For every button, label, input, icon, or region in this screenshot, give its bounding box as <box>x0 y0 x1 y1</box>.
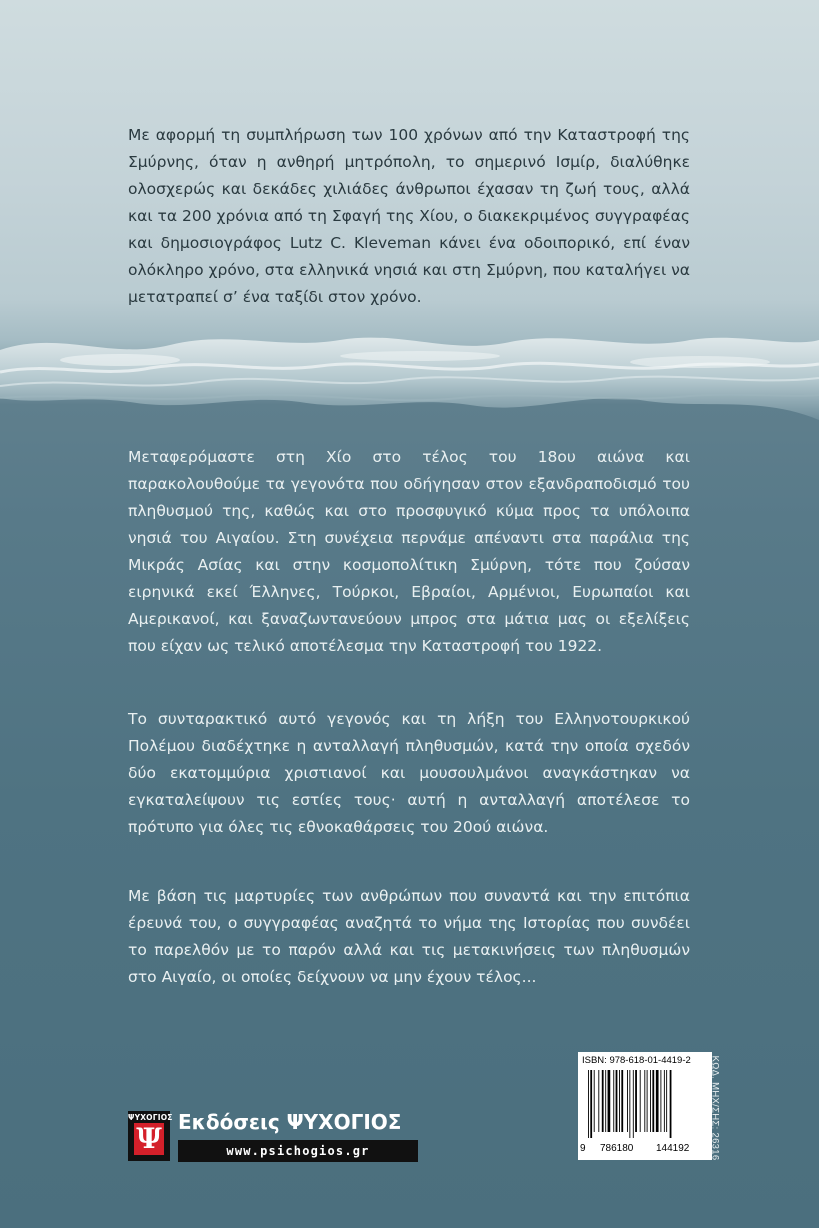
publisher-website: www.psichogios.gr <box>178 1140 418 1162</box>
barcode-bar <box>633 1070 634 1138</box>
barcode-bar <box>605 1070 606 1132</box>
barcode-bars <box>586 1070 706 1138</box>
barcode-bar <box>598 1070 599 1132</box>
barcode-bar <box>656 1070 659 1132</box>
barcode-bar <box>670 1070 672 1138</box>
isbn-barcode <box>578 1052 712 1160</box>
barcode-bar <box>666 1070 667 1132</box>
body-paragraph-testimonies: Με βάση τις μαρτυρίες των ανθρώπων που συναντά και την επιτόπια έρευνά του, ο συγγραφέας αναζητά το νήμα της Ιστορίας που συνδέει το παρελθόν με το παρόν αλλά και τις μετακινήσεις των πληθυσμών στο Αιγαίο, οι οποίες δείχνουν να μην έχουν τέλος... <box>128 887 690 986</box>
barcode-bar <box>627 1070 628 1132</box>
barcode-bar <box>644 1070 645 1132</box>
barcode-bar <box>647 1070 648 1132</box>
barcode-bar <box>608 1070 611 1132</box>
barcode-bar <box>613 1070 614 1132</box>
barcode-bar <box>664 1070 665 1132</box>
machine-code-text: ΚΩΔ. ΜΗΧ/ΣΗΣ: 26316 <box>709 1055 721 1161</box>
publisher-logo <box>128 1107 420 1165</box>
publisher-name: Εκδόσεις ΨΥΧΟΓΙΟΣ <box>178 1110 402 1134</box>
barcode-bar <box>650 1070 651 1132</box>
barcode-bar <box>619 1070 620 1132</box>
barcode-bar <box>616 1070 618 1132</box>
ean-digit-first: 9 <box>580 1143 586 1154</box>
barcode-bar <box>652 1070 654 1132</box>
logo-symbol: Ψ <box>134 1123 164 1155</box>
barcode-bar <box>588 1070 589 1138</box>
barcode-bar <box>594 1070 595 1132</box>
psi-logo-icon <box>128 1111 173 1161</box>
barcode-bar <box>640 1070 641 1132</box>
logo-small-text: ΨΥΧΟΓΙΟΣ <box>128 1113 173 1122</box>
isbn-text: ISBN: 978-618-01-4419-2 <box>582 1055 691 1066</box>
machine-code <box>705 1052 725 1164</box>
barcode-bar <box>660 1070 661 1132</box>
body-paragraph-chios: Μεταφερόμαστε στη Χίο στο τέλος του 18ου αιώνα και παρακολουθούμε τα γεγονότα που οδήγησαν στον εξανδραποδισμό του πληθυσμού της, καθώς και στο προσφυγικό κύμα προς τα υπόλοιπα νησιά του Αιγαίου. Στη συνέχεια περνάμε απέναντι στα παράλια της Μικράς Ασίας και στην κοσμοπολίτικη Σμύρνη, τότε που ζούσαν ειρηνικά εκεί Έλληνες, Τούρκοι, Εβραίοι, Αρμένιοι, Ευρωπαίοι και Αμερικανοί, και ξαναζωντανεύουν μπρος στα μάτια μας οι εξελίξεις που είχαν ως τελικό αποτέλεσμα την Καταστροφή του 1922. <box>128 448 690 655</box>
intro-paragraph: Με αφορμή τη συμπλήρωση των 100 χρόνων από την Καταστροφή της Σμύρνης, όταν η ανθηρή μητρόπολη, το σημερινό Ισμίρ, διαλύθηκε ολοσχερώς και δεκάδες χιλιάδες άνθρωποι έχασαν τη ζωή τους, αλλά και τα 200 χρόνια από τη Σφαγή της Χίου, ο διακεκριμένος συγγραφέας και δημοσιογράφος Lutz C. Kleveman κάνει ένα οδοιπορικό, επί έναν ολόκληρο χρόνο, στα ελληνικά νησιά και στη Σμύρνη, που καταλήγει να μετατραπεί σ’ ένα ταξίδι στον χρόνο. <box>128 126 690 306</box>
barcode-bar <box>629 1070 630 1138</box>
body-paragraph-exchange: Το συνταρακτικό αυτό γεγονός και τη λήξη του Ελληνοτουρκικού Πολέμου διαδέχτηκε η ανταλλαγή πληθυσμών, κατά την οποία σχεδόν δύο εκατομμύρια χριστιανοί και μουσουλμάνοι αναγκάστηκαν να εγκαταλείψουν τις εστίες τους· αυτή η ανταλλαγή αποτέλεσε το πρότυπο για όλες τις εθνοκαθάρσεις του 20ού αιώνα. <box>128 710 690 836</box>
barcode-bar <box>602 1070 604 1132</box>
barcode-bar <box>621 1070 623 1132</box>
ean-digits-right: 144192 <box>656 1143 690 1154</box>
barcode-bar <box>635 1070 637 1132</box>
ean-digits-left: 786180 <box>600 1143 634 1154</box>
barcode-bar <box>590 1070 592 1138</box>
